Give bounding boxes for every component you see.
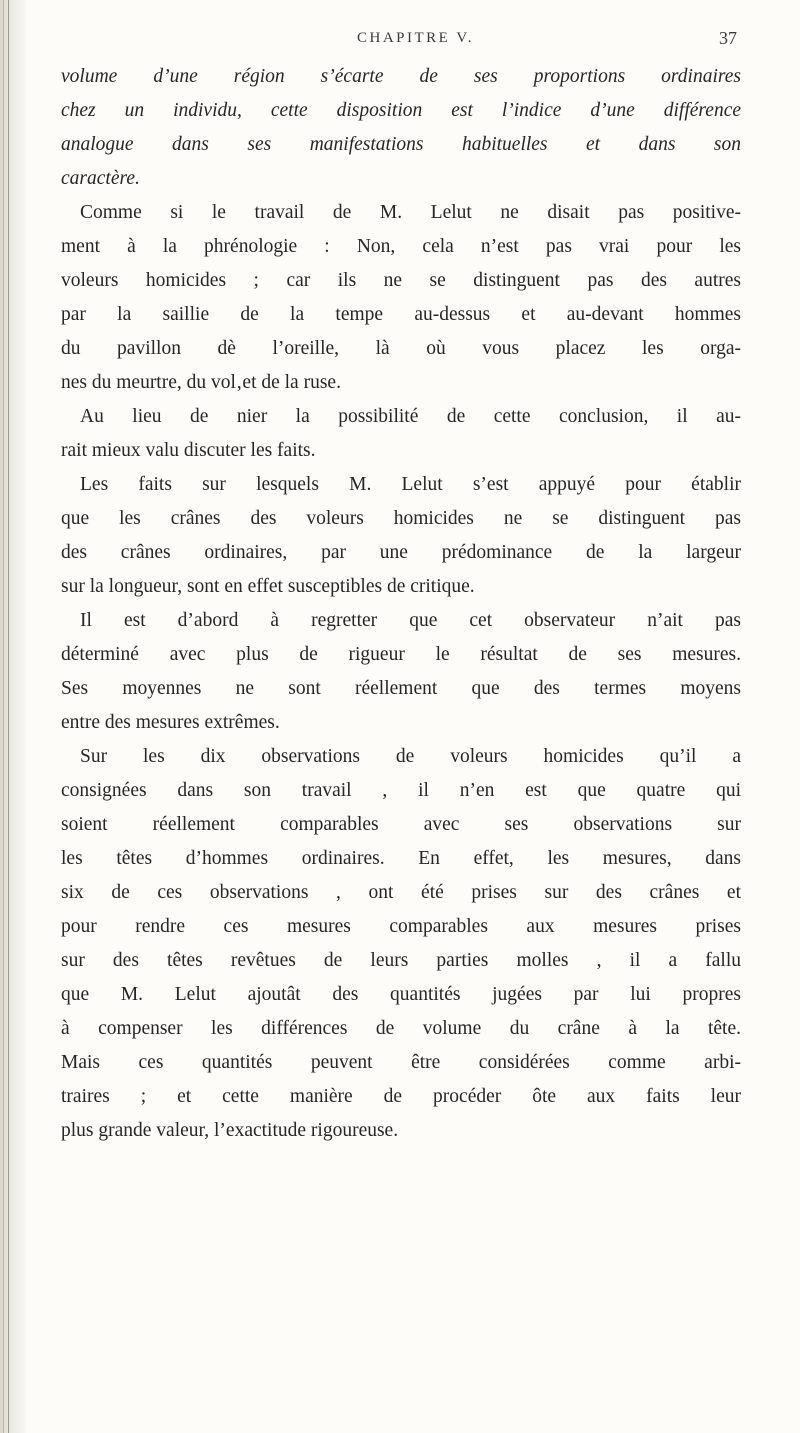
text-line: que les crânes des voleurs homicides ne se distinguent pas <box>61 508 741 529</box>
text-line: Mais ces quantités peuvent être considérées comme arbi- <box>61 1052 741 1073</box>
text-line: pour rendre ces mesures comparables aux mesures prises <box>61 916 741 937</box>
text-line: Il est d’abord à regretter que cet observateur n’ait pas <box>80 610 741 631</box>
text-line: Les faits sur lesquels M. Lelut s’est appuyé pour établir <box>80 474 741 495</box>
binding-rule-outer <box>3 0 4 1433</box>
text-line: volume d’une région s’écarte de ses proportions ordinaires <box>61 66 741 87</box>
running-head: CHAPITRE V. <box>357 30 474 46</box>
page-number: 37 <box>719 28 737 48</box>
text-line: ment à la phrénologie : Non, cela n’est pas vrai pour les <box>61 236 741 257</box>
binding-rule <box>8 0 9 1433</box>
page-header <box>61 30 741 54</box>
text-line: caractère. <box>61 168 140 189</box>
text-line: du pavillon dè l’oreille, là où vous placez les orga- <box>61 338 741 359</box>
text-line: des crânes ordinaires, par une prédominance de la largeur <box>61 542 741 563</box>
text-line: chez un individu, cette disposition est l’indice d’une différence <box>61 100 741 121</box>
text-line: analogue dans ses manifestations habituelles et dans son <box>61 134 741 155</box>
text-line: plus grande valeur, l’exactitude rigoureuse. <box>61 1120 399 1141</box>
text-line: traires ; et cette manière de procéder ôte aux faits leur <box>61 1086 741 1107</box>
text-line: sur la longueur, sont en effet susceptibles de critique. <box>61 576 475 597</box>
text-line: Comme si le travail de M. Lelut ne disait pas positive- <box>80 202 741 223</box>
text-line: sur des têtes revêtues de leurs parties molles , il a fallu <box>61 950 741 971</box>
text-line: les têtes d’hommes ordinaires. En effet, les mesures, dans <box>61 848 741 869</box>
text-line: voleurs homicides ; car ils ne se distinguent pas des autres <box>61 270 741 291</box>
text-line: rait mieux valu discuter les faits. <box>61 440 316 461</box>
text-line: Sur les dix observations de voleurs homicides qu’il a <box>80 746 741 767</box>
text-line: consignées dans son travail , il n’en est que quatre qui <box>61 780 741 801</box>
text-line: Au lieu de nier la possibilité de cette conclusion, il au- <box>80 406 741 427</box>
body-text <box>61 60 741 1148</box>
text-line: nes du meurtre, du vol‚et de la ruse. <box>61 372 341 393</box>
text-line: entre des mesures extrêmes. <box>61 712 280 733</box>
text-line: soient réellement comparables avec ses observations sur <box>61 814 741 835</box>
text-line: à compenser les différences de volume du crâne à la tête. <box>61 1018 741 1039</box>
text-line: par la saillie de la tempe au-dessus et au-devant hommes <box>61 304 741 325</box>
text-line: Ses moyennes ne sont réellement que des termes moyens <box>61 678 741 699</box>
text-line: que M. Lelut ajoutât des quantités jugées par lui propres <box>61 984 741 1005</box>
text-line: déterminé avec plus de rigueur le résultat de ses mesures. <box>61 644 741 665</box>
text-line: six de ces observations , ont été prises sur des crânes et <box>61 882 741 903</box>
